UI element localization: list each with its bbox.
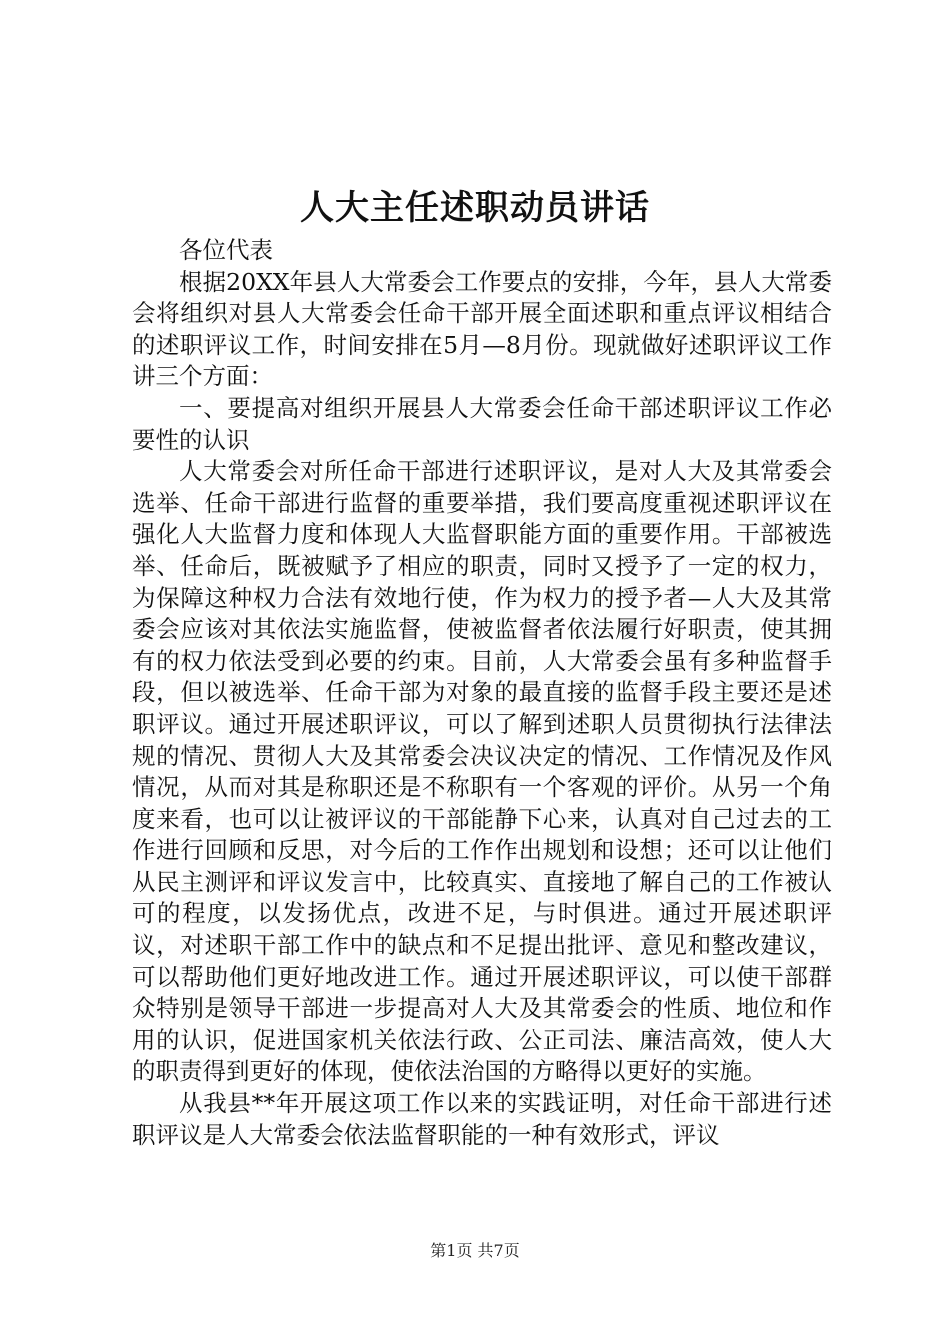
document-body [132, 235, 832, 1151]
section-heading-1: 一、要提高对组织开展县人大常委会任命干部述职评议工作必要性的认识 [132, 393, 832, 454]
page-footer: 第1页 共7页 [430, 1241, 520, 1260]
paragraph-body: 人大常委会对所任命干部进行述职评议，是对人大及其常委会选举、任命干部进行监督的重要举措，我们要高度重视述职评议在强化人大监督力度和体现人大监督职能方面的重要作用。干部被选举、任命后，既被赋予了相应的职责，同时又授予了一定的权力，为保障这种权力合法有效地行使，作为权力的授予者—人大及其常委会应该对其依法实施监督，使被监督者依法履行好职责，使其拥有的权力依法受到必要的约束。目前，人大常委会虽有多种监督手段，但以被选举、任命干部为对象的最直接的监督手段主要还是述职评议。通过开展述职评议，可以了解到述职人员贯彻执行法律法规的情况、贯彻人大及其常委会决议决定的情况、工作情况及作风情况，从而对其是称职还是不称职有一个客观的评价。从另一个角度来看，也可以让被评议的干部能静下心来，认真对自己过去的工作进行回顾和反思，对今后的工作作出规划和设想；还可以让他们从民主测评和评议发言中，比较真实、直接地了解自己的工作被认可的程度，以发扬优点，改进不足，与时俱进。通过开展述职评议，对述职干部工作中的缺点和不足提出批评、意见和整改建议，可以帮助他们更好地改进工作。通过开展述职评议，可以使干部群众特别是领导干部进一步提高对人大及其常委会的性质、地位和作用的认识，促进国家机关依法行政、公正司法、廉洁高效，使人大的职责得到更好的体现，使依法治国的方略得以更好的实施。 [132, 457, 832, 1086]
paragraph-salutation: 各位代表 [179, 236, 273, 264]
paragraph-continued: 从我县**年开展这项工作以来的实践证明，对任命干部进行述职评议是人大常委会依法监督职能的一种有效形式，评议 [132, 1089, 832, 1149]
paragraph-intro: 根据20XX年县人大常委会工作要点的安排，今年，县人大常委会将组织对县人大常委会任命干部开展全面述职和重点评议相结合的述职评议工作，时间安排在5月—8月份。现就做好述职评议工作讲三个方面： [132, 267, 832, 391]
page-title: 人大主任述职动员讲话 [300, 188, 650, 228]
